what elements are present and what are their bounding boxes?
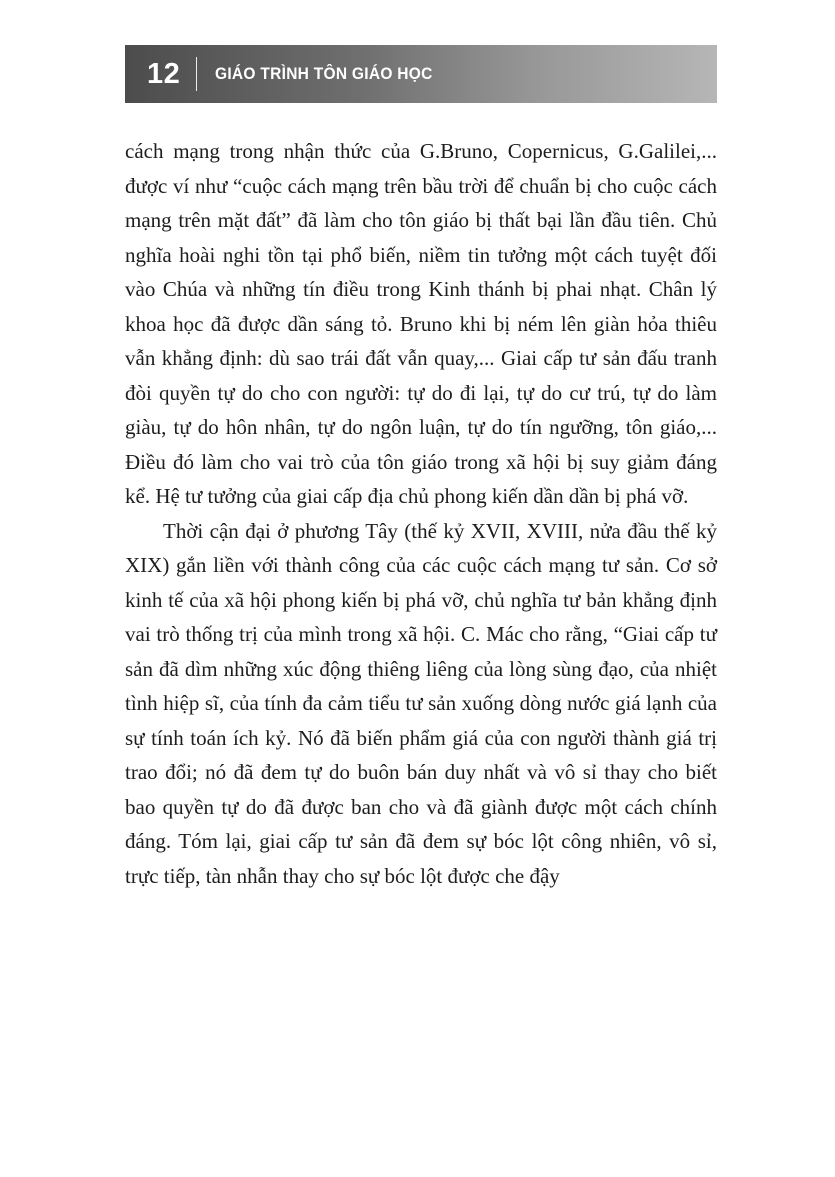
header-divider [196, 57, 197, 91]
body-paragraph-1: cách mạng trong nhận thức của G.Bruno, Copernicus, G.Galilei,... được ví như “cuộc cách mạng trên bầu trời để chuẩn bị cho cuộc cách mạng trên mặt đất” đã làm cho tôn giáo bị thất bại lần đầu tiên. Chủ nghĩa hoài nghi tồn tại phổ biến, niềm tin tưởng một cách tuyệt đối vào Chúa và những tín điều trong Kinh thánh bị phai nhạt. Chân lý khoa học đã được dần sáng tỏ. Bruno khi bị ném lên giàn hỏa thiêu vẫn khẳng định: dù sao trái đất vẫn quay,... Giai cấp tư sản đấu tranh đòi quyền tự do cho con người: tự do đi lại, tự do cư trú, tự do làm giàu, tự do hôn nhân, tự do ngôn luận, tự do tín ngưỡng, tôn giáo,... Điều đó làm cho vai trò của tôn giáo trong xã hội bị suy giảm đáng kể. Hệ tư tưởng của giai cấp địa chủ phong kiến dần dần bị phá vỡ. [125, 139, 717, 508]
page-body [125, 134, 717, 893]
body-paragraph-2: Thời cận đại ở phương Tây (thế kỷ XVII, XVIII, nửa đầu thế kỷ XIX) gắn liền với thành công của các cuộc cách mạng tư sản. Cơ sở kinh tế của xã hội phong kiến bị phá vỡ, chủ nghĩa tư bản khẳng định vai trò thống trị của mình trong xã hội. C. Mác cho rằng, “Giai cấp tư sản đã dìm những xúc động thiêng liêng của lòng sùng đạo, của nhiệt tình hiệp sĩ, của tính đa cảm tiểu tư sản xuống dòng nước giá lạnh của sự tính toán ích kỷ. Nó đã biến phẩm giá của con người thành giá trị trao đổi; nó đã đem tự do buôn bán duy nhất và vô sỉ thay cho biết bao quyền tự do đã được ban cho và đã giành được một cách chính đáng. Tóm lại, giai cấp tư sản đã đem sự bóc lột công nhiên, vô sỉ, trực tiếp, tàn nhẫn thay cho sự bóc lột được che đậy [125, 518, 717, 888]
book-page [125, 45, 717, 893]
page-number: 12 [147, 57, 181, 90]
chapter-running-title: GIÁO TRÌNH TÔN GIÁO HỌC [215, 64, 433, 83]
page-header [125, 45, 717, 103]
